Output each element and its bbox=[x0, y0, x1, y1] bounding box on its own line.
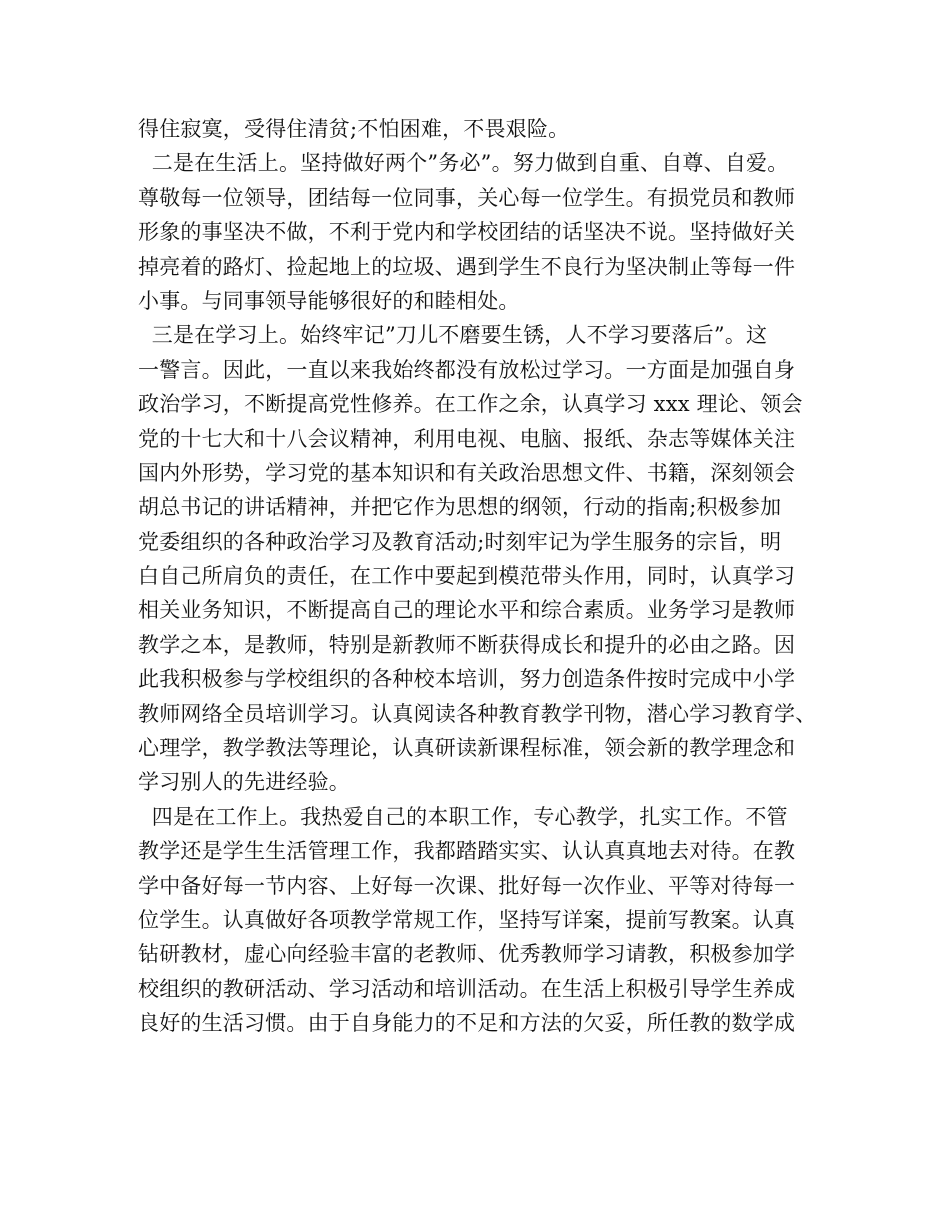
text-line: 位学生。认真做好各项教学常规工作，坚持写详案，提前写教案。认真 bbox=[138, 907, 796, 932]
text-line: 校组织的教研活动、学习活动和培训活动。在生活上积极引导学生养成 bbox=[138, 976, 796, 1001]
text-line: 教学之本，是教师，特别是新教师不断获得成长和提升的必由之路。因 bbox=[138, 632, 796, 657]
text-line: 学中备好每一节内容、上好每一次课、批好每一次作业、平等对待每一 bbox=[138, 873, 796, 898]
text-line: 党的十七大和十八会议精神，利用电视、电脑、报纸、杂志等媒体关注 bbox=[138, 426, 796, 451]
text-line: 白自己所肩负的责任，在工作中要起到模范带头作用，同时，认真学习 bbox=[138, 564, 796, 589]
text-line: 三是在学习上。始终牢记”刀儿不磨要生锈，人不学习要落后”。这 bbox=[138, 323, 768, 348]
text-line: 四是在工作上。我热爱自己的本职工作，专心教学，扎实工作。不管 bbox=[138, 804, 788, 829]
text-line: 此我积极参与学校组织的各种校本培训，努力创造条件按时完成中小学 bbox=[138, 667, 796, 692]
text-line: 钻研教材，虚心向经验丰富的老教师、优秀教师学习请教，积极参加学 bbox=[138, 942, 796, 967]
text-line: 形象的事坚决不做，不利于党内和学校团结的话坚决不说。坚持做好关 bbox=[138, 220, 796, 245]
text-line: 小事。与同事领导能够很好的和睦相处。 bbox=[138, 288, 520, 313]
text-line: 党委组织的各种政治学习及教育活动;时刻牢记为学生服务的宗旨，明 bbox=[138, 529, 782, 554]
text-line: 学习别人的先进经验。 bbox=[138, 770, 350, 795]
text-line: 二是在生活上。坚持做好两个”务必”。努力做到自重、自尊、自爱。 bbox=[138, 151, 789, 176]
text-line: 相关业务知识，不断提高自己的理论水平和综合素质。业务学习是教师 bbox=[138, 598, 796, 623]
text-line: 胡总书记的讲话精神，并把它作为思想的纲领，行动的指南;积极参加 bbox=[138, 495, 782, 520]
text-line: 掉亮着的路灯、捡起地上的垃圾、遇到学生不良行为坚决制止等每一件 bbox=[138, 254, 796, 279]
text-line: 政治学习，不断提高党性修养。在工作之余，认真学习 xxx 理论、领会 bbox=[138, 392, 803, 417]
text-line: 尊敬每一位领导，团结每一位同事，关心每一位学生。有损党员和教师 bbox=[138, 185, 796, 210]
text-line: 教学还是学生生活管理工作，我都踏踏实实、认认真真地去对待。在教 bbox=[138, 839, 796, 864]
text-line: 国内外形势，学习党的基本知识和有关政治思想文件、书籍，深刻领会 bbox=[138, 460, 796, 485]
text-line: 一警言。因此，一直以来我始终都没有放松过学习。一方面是加强自身 bbox=[138, 357, 796, 382]
text-line: 教师网络全员培训学习。认真阅读各种教育教学刊物，潜心学习教育学、 bbox=[138, 701, 817, 726]
text-line: 心理学，教学教法等理论，认真研读新课程标准，领会新的教学理念和 bbox=[138, 736, 796, 761]
document-body-text bbox=[138, 112, 828, 1041]
text-line: 良好的生活习惯。由于自身能力的不足和方法的欠妥，所任教的数学成 bbox=[138, 1011, 796, 1036]
text-line: 得住寂寞，受得住清贫;不怕困难，不畏艰险。 bbox=[138, 117, 570, 141]
